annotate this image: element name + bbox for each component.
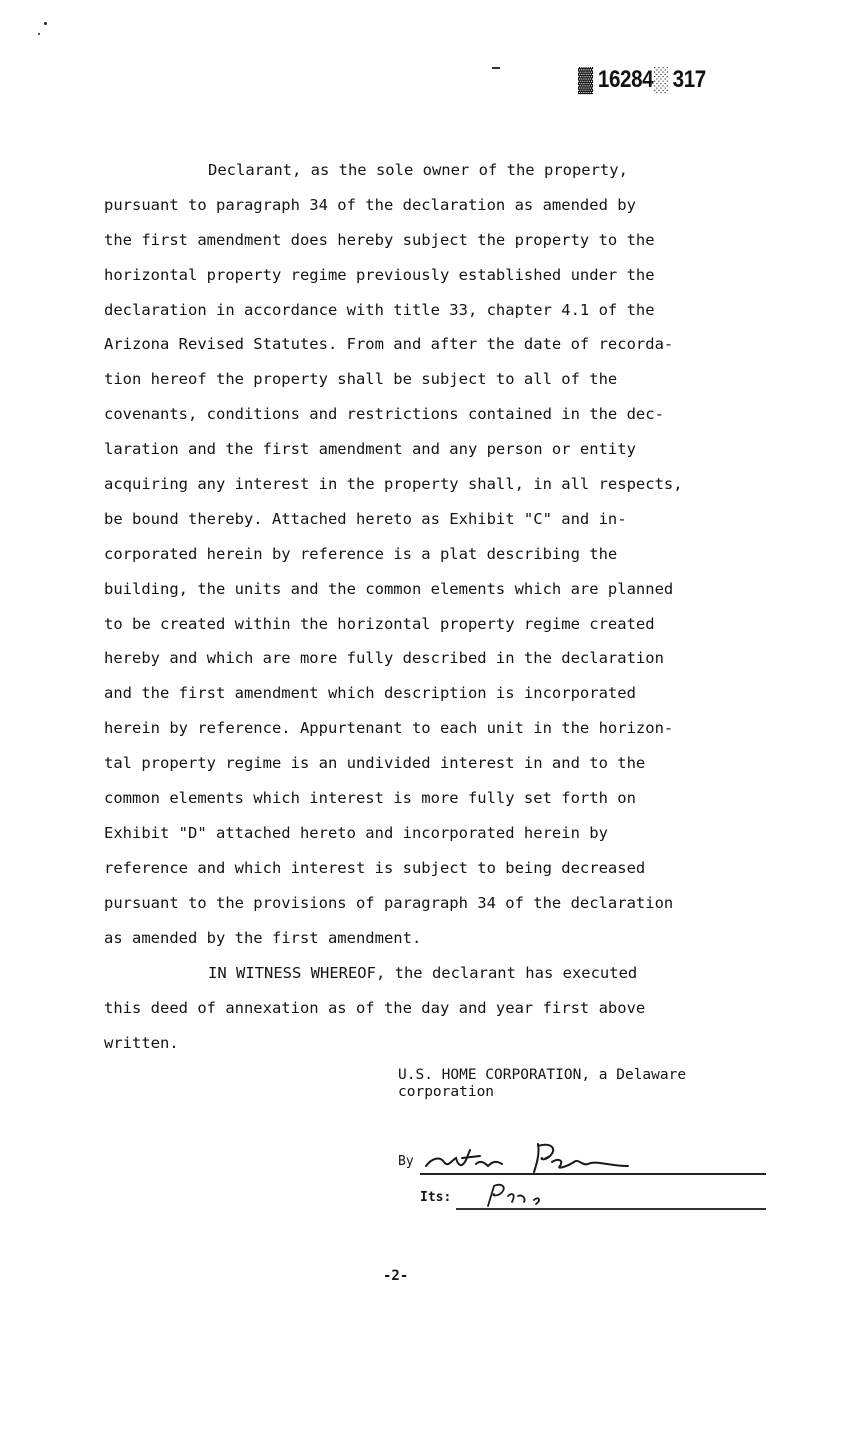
company-name-line: U.S. HOME CORPORATION, a Delaware <box>398 1067 687 1083</box>
page-number: -2- <box>383 1268 409 1284</box>
by-label: By <box>398 1154 414 1169</box>
body-line: and the first amendment which description is incorporated <box>104 684 636 703</box>
body-line: acquiring any interest in the property shall, in all respects, <box>104 475 683 494</box>
title-line <box>456 1208 766 1210</box>
body-line: corporated herein by reference is a plat describing the <box>104 544 618 563</box>
docket-page-ref: 317 <box>672 66 706 93</box>
body-line: pursuant to the provisions of paragraph 34 of the declaration <box>104 893 674 912</box>
docket-number <box>578 66 706 94</box>
body-line: common elements which interest is more fully set forth on <box>104 789 636 808</box>
body-line: the first amendment does hereby subject the property to the <box>104 230 655 249</box>
body-line: covenants, conditions and restrictions contained in the dec- <box>104 405 664 424</box>
body-line: laration and the first amendment and any person or entity <box>104 440 636 459</box>
body-line: be bound thereby. Attached hereto as Exhibit "C" and in- <box>104 509 627 528</box>
its-label: Its: <box>420 1190 452 1205</box>
body-line: Arizona Revised Statutes. From and after the date of recorda- <box>104 335 674 354</box>
scan-speck <box>44 22 47 25</box>
handwritten-title <box>478 1180 558 1210</box>
docket-prefix-mark: ▓ <box>578 66 598 93</box>
body-line: building, the units and the common elements which are planned <box>104 579 674 598</box>
signatory-company <box>398 1067 686 1101</box>
body-line: declaration in accordance with title 33, chapter 4.1 of the <box>104 300 655 319</box>
body-line: tal property regime is an undivided interest in and to the <box>104 754 646 773</box>
body-line: tion hereof the property shall be subject to all of the <box>104 370 618 389</box>
witness-line: written. <box>104 1033 179 1052</box>
signature-line <box>420 1173 766 1175</box>
body-line: pursuant to paragraph 34 of the declaration as amended by <box>104 195 636 214</box>
docket-separator-mark: ░ <box>653 66 673 93</box>
witness-paragraph <box>104 956 764 1061</box>
body-line: Declarant, as the sole owner of the property, <box>208 161 628 179</box>
body-line: as amended by the first amendment. <box>104 928 422 947</box>
scan-speck <box>38 33 40 35</box>
body-line: to be created within the horizontal property regime created <box>104 614 655 633</box>
scan-mark <box>492 67 500 69</box>
docket-number-value: 16284 <box>597 66 654 93</box>
company-type-line: corporation <box>398 1084 495 1100</box>
body-line: hereby and which are more fully described in the declaration <box>104 649 664 668</box>
body-line: herein by reference. Appurtenant to each unit in the horizon- <box>104 719 674 738</box>
body-line: reference and which interest is subject to being decreased <box>104 858 646 877</box>
body-paragraph <box>104 153 764 955</box>
body-line: Exhibit "D" attached hereto and incorporated herein by <box>104 823 608 842</box>
body-line: horizontal property regime previously established under the <box>104 265 655 284</box>
witness-line: this deed of annexation as of the day and year first above <box>104 998 646 1017</box>
witness-line: IN WITNESS WHEREOF, the declarant has executed <box>208 964 638 982</box>
